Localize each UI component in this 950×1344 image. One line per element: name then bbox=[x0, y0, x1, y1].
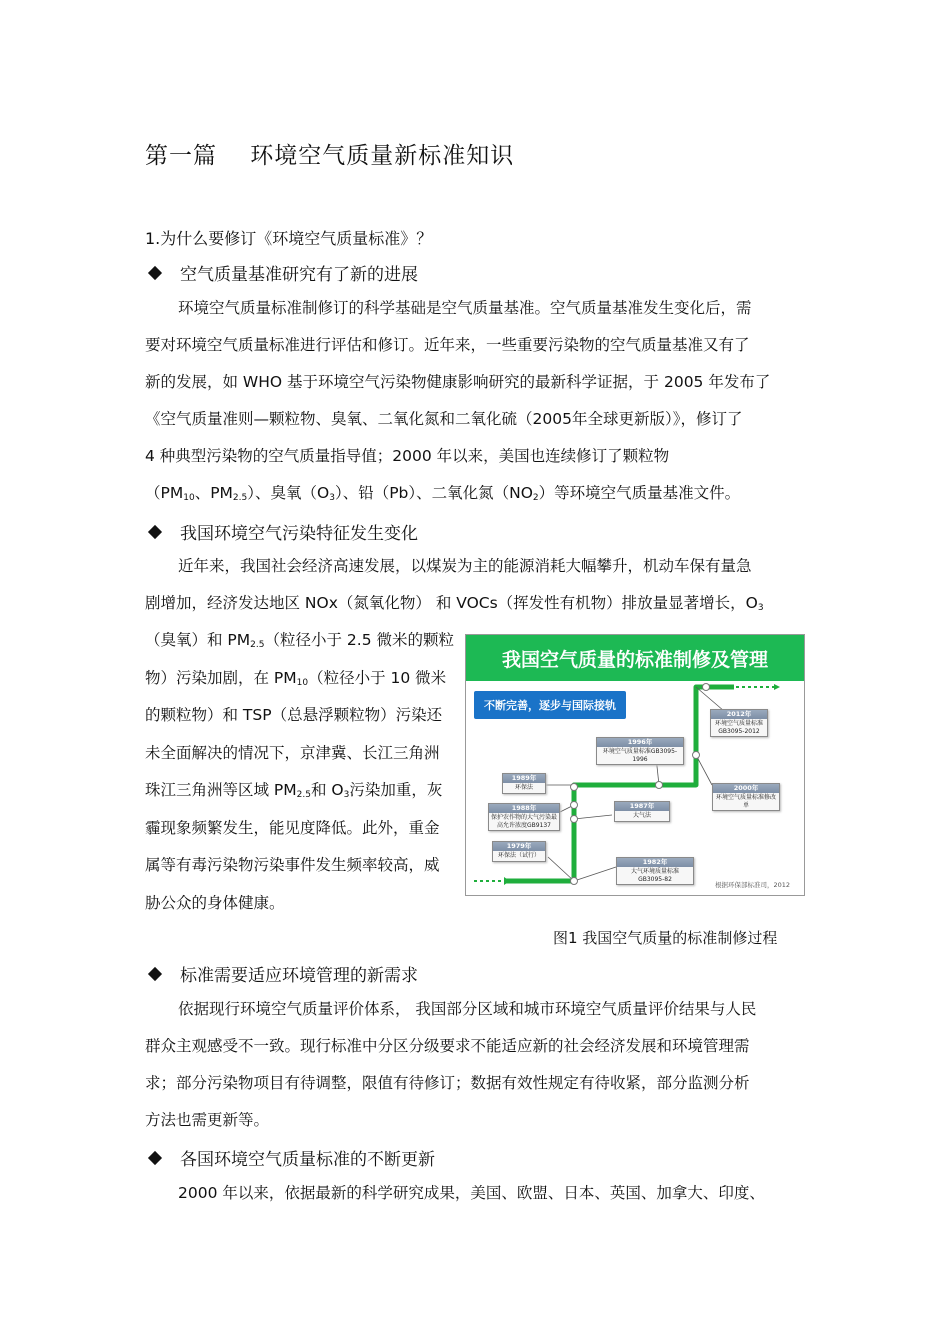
section-heading-text: 我国环境空气污染特征发生变化 bbox=[180, 524, 418, 544]
paragraph-line: 要对环境空气质量标准进行评估和修订。近年来，一些重要污染物的空气质量基准又有了 bbox=[145, 336, 750, 354]
milestone-2012: 2012年 环境空气质量标准GB3095-2012 bbox=[710, 709, 768, 737]
paragraph-line: 环境空气质量标准制修订的科学基础是空气质量基准。空气质量基准发生变化后，需 bbox=[178, 299, 752, 317]
paragraph-line: 的颗粒物）和 TSP（总悬浮颗粒物）污染还 bbox=[145, 706, 443, 724]
section-heading-text: 标准需要适应环境管理的新需求 bbox=[180, 966, 418, 986]
figure-title: 我国空气质量的标准制修及管理 bbox=[466, 635, 804, 681]
paragraph-line: 剧增加，经济发达地区 NOx（氮氧化物） 和 VOCs（挥发性有机物）排放量显著增长，$O_3$ bbox=[145, 594, 764, 613]
standards-timeline-figure bbox=[465, 634, 805, 896]
question-heading: 1.为什么要修订《环境空气质量标准》？ bbox=[145, 229, 433, 248]
paragraph-2 bbox=[145, 548, 807, 622]
paragraph-line: 近年来，我国社会经济高速发展，以煤炭为主的能源消耗大幅攀升，机动车保有量急 bbox=[178, 557, 752, 575]
paragraph-3 bbox=[145, 991, 807, 1139]
milestone-1987: 1987年 大气法 bbox=[614, 801, 670, 822]
diamond-bullet-icon bbox=[148, 1150, 162, 1164]
paragraph-line: 方法也需更新等。 bbox=[145, 1111, 270, 1129]
paragraph-line: 物）污染加剧，在 $PM_{10}$（粒径小于 10 微米 bbox=[145, 668, 447, 688]
milestone-1989: 1989年 环保法 bbox=[502, 773, 546, 794]
chapter-title: 第一篇 环境空气质量新标准知识 bbox=[145, 143, 515, 169]
section-heading-text: 各国环境空气质量标准的不断更新 bbox=[180, 1150, 435, 1170]
paragraph-line: 2000 年以来，依据最新的科学研究成果，美国、欧盟、日本、英国、加拿大、印度、 bbox=[178, 1184, 765, 1202]
paragraph-line: 珠江三角洲等区域 $PM_{2.5}$和 $O_3$污染加重，灰 bbox=[145, 781, 443, 800]
paragraph-line: 4 种典型污染物的空气质量指导值；2000 年以来，美国也连续修订了颗粒物 bbox=[145, 447, 670, 465]
paragraph-line: 求；部分污染物项目有待调整，限值有待修订；数据有效性规定有待收紧，部分监测分析 bbox=[145, 1074, 750, 1092]
milestone-1996: 1996年 环境空气质量标准GB3095-1996 bbox=[596, 737, 684, 765]
paragraph-1 bbox=[145, 290, 807, 512]
paragraph-line: 未全面解决的情况下，京津冀、长江三角洲 bbox=[145, 743, 440, 762]
section-heading-text: 空气质量基准研究有了新的进展 bbox=[180, 265, 418, 285]
section-heading-2 bbox=[147, 519, 418, 544]
figure-credit: 根据环保部标准司，2012 bbox=[714, 881, 790, 889]
paragraph-line: 《空气质量准则—颗粒物、臭氧、二氧化氮和二氧化硫（2005年全球更新版）》，修订了 bbox=[145, 410, 743, 428]
section-heading-4 bbox=[147, 1145, 435, 1170]
paragraph-line: （$PM_{10}$、$PM_{2.5}$）、臭氧$(O_3)$、铅（Pb）、二氧化氮$(NO_2)$等环境空气质量基准文件。 bbox=[145, 484, 741, 503]
paragraph-line: 群众主观感受不一致。现行标准中分区分级要求不能适应新的社会经济发展和环境管理需 bbox=[145, 1037, 750, 1055]
paragraph-line: 依据现行环境空气质量评价体系， 我国部分区域和城市环境空气质量评价结果与人民 bbox=[178, 1000, 757, 1018]
paragraph-line: 胁公众的身体健康。 bbox=[145, 893, 285, 912]
milestone-1982: 1982年 大气环境质量标准GB3095-82 bbox=[616, 857, 694, 885]
diamond-bullet-icon bbox=[148, 524, 162, 538]
milestone-2000: 2000年 环境空气质量标准修改单 bbox=[712, 783, 780, 811]
wrapped-paragraph bbox=[145, 622, 467, 922]
figure-tag: 不断完善，逐步与国际接轨 bbox=[474, 691, 626, 719]
paragraph-line: 霾现象频繁发生，能见度降低。此外，重金 bbox=[145, 818, 440, 837]
paragraph-line: 属等有毒污染物污染事件发生频率较高，威 bbox=[145, 856, 440, 874]
milestone-1988: 1988年 保护农作物的大气污染最高允许浓度GB9137 bbox=[488, 803, 560, 831]
milestone-1979: 1979年 环保法（试行） bbox=[492, 841, 546, 862]
paragraph-line: 新的发展，如 WHO 基于环境空气污染物健康影响研究的最新科学证据，于 2005 年发布了 bbox=[145, 373, 771, 391]
paragraph-line: （臭氧）和 $PM_{2.5}$（粒径小于 2.5 微米的颗粒 bbox=[145, 631, 454, 650]
diamond-bullet-icon bbox=[148, 265, 162, 279]
section-heading-3 bbox=[147, 961, 418, 986]
diamond-bullet-icon bbox=[148, 966, 162, 980]
paragraph-4 bbox=[145, 1175, 807, 1212]
section-heading-1 bbox=[147, 260, 418, 285]
figure-caption: 图1 我国空气质量的标准制修过程 bbox=[553, 929, 778, 947]
